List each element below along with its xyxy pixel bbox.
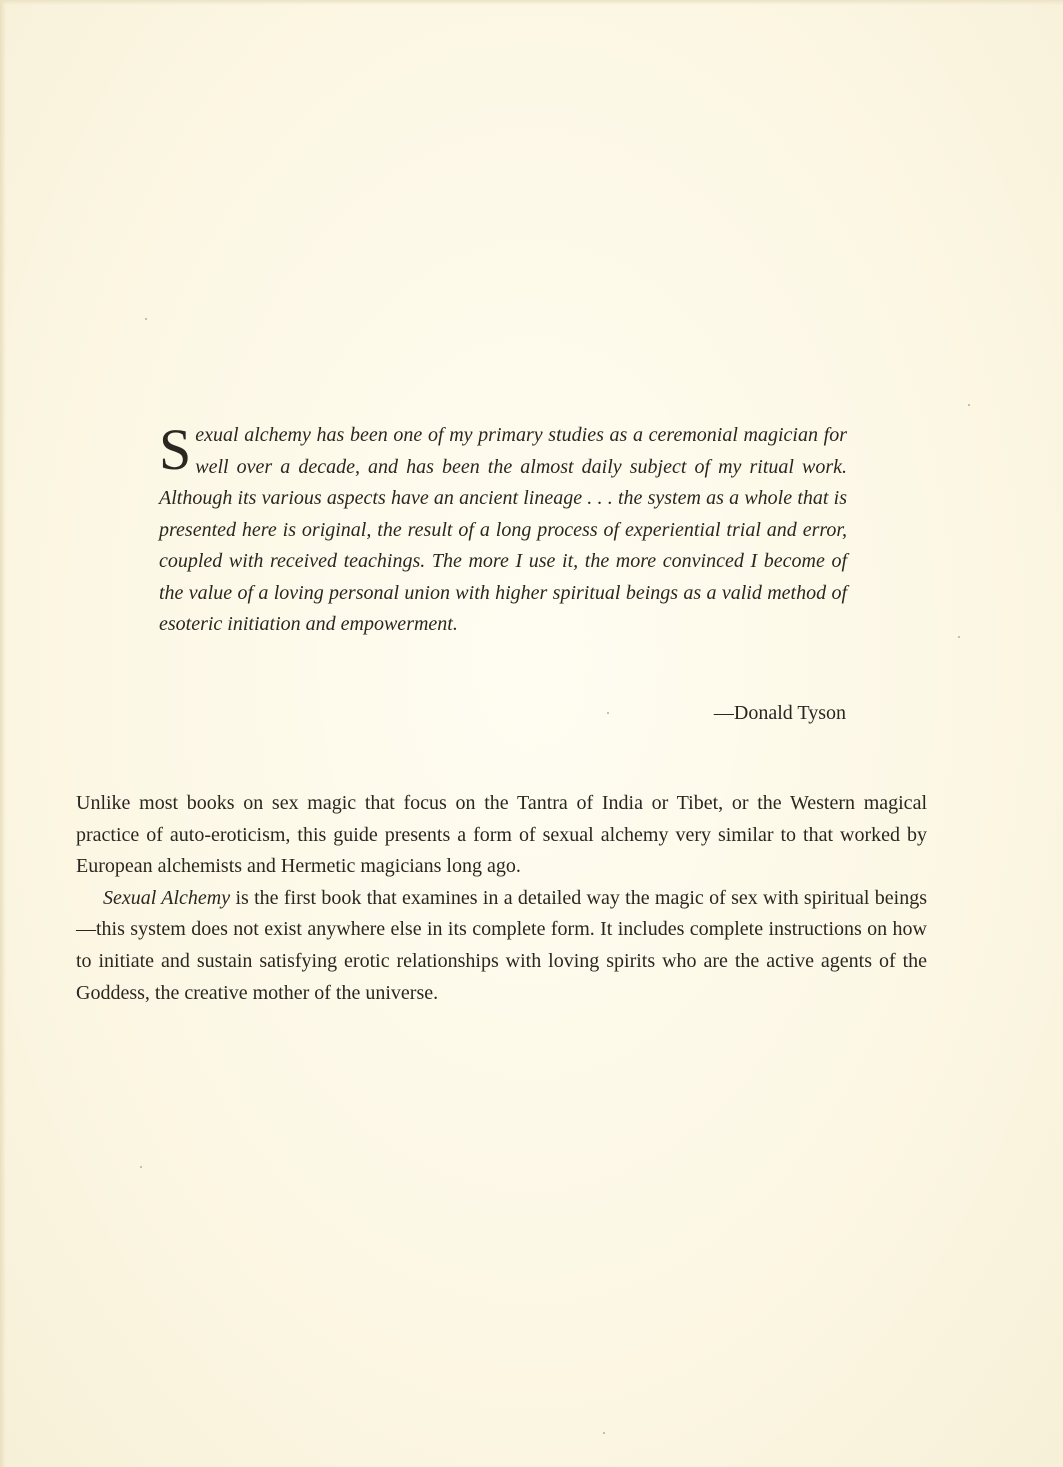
description-paragraph-2-text: is the first book that examines in a detailed way the magic of sex with spiritual beings—this system does not exist anywhere else in its complete form. It includes complete instructions on how to initiate and sustain satisfying erotic relationships with loving spirits who are the active agents of the Goddess, the creative mother of the universe. [76, 886, 928, 1004]
description-paragraph-1: Unlike most books on sex magic that focus on the Tantra of India or Tibet, or the Western magical practice of auto-eroticism, this guide presents a form of sexual alchemy very similar to that worked by European alchemists and Hermetic magicians long ago. [76, 792, 927, 878]
paper-speck [603, 1432, 605, 1434]
paper-speck [968, 404, 970, 406]
paper-speck [145, 318, 147, 320]
book-title-italic: Sexual Alchemy [103, 886, 231, 909]
epigraph-text: exual alchemy has been one of my primary studies as a ceremonial magician for well over a decade, and has been the almost daily subject of my ritual work. Although its various aspects have an ancient lineage . . . the system as a whole that is presented here is original, the result of a long process of experiential trial and error, coupled with received teachings. The more I use it, the more convinced I become of the value of a loving personal union with higher spiritual beings as a valid method of esoteric initiation and empowerment. [159, 424, 847, 635]
epigraph-attribution: —Donald Tyson [713, 702, 846, 724]
paper-speck [958, 636, 960, 638]
epigraph-drop-cap: S [159, 417, 192, 482]
paper-speck [140, 1166, 142, 1168]
paper-speck [607, 712, 609, 714]
page-left-edge-shadow [0, 0, 6, 1467]
page-top-edge-shadow [0, 0, 1063, 5]
description-paragraph-2 [76, 883, 927, 1009]
description-body [76, 788, 927, 1009]
epigraph-quote [159, 417, 847, 641]
